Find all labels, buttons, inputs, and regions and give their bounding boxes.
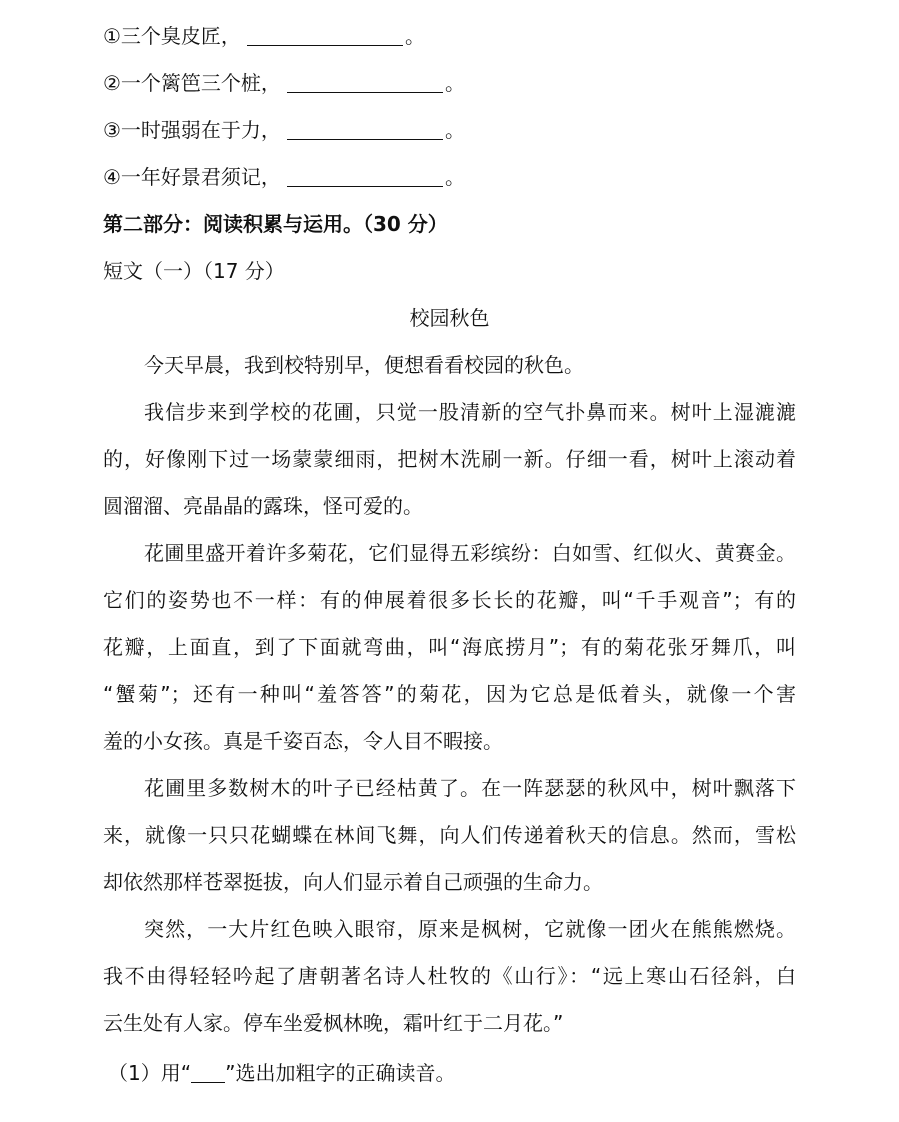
paragraph-line: 却依然那样苍翠挺拔，向人们显示着自己顽强的生命力。 — [103, 870, 603, 894]
fill-in-item-1 — [103, 23, 803, 49]
passage-label: 短文（一）（17 分） — [103, 259, 285, 283]
paragraph-line: 我不由得轻轻吟起了唐朝著名诗人杜牧的《山行》：“远上寒山石径斜，白 — [103, 964, 796, 988]
fill-in-suffix: 。 — [444, 118, 465, 142]
answer-blank[interactable] — [287, 166, 443, 187]
fill-in-prefix: ③一时强弱在于力， — [103, 118, 281, 142]
paragraph-line: 花瓣，上面直，到了下面就弯曲，叫“海底捞月”；有的菊花张牙舞爪，叫 — [103, 635, 796, 659]
paragraph-line: 羞的小女孩。真是千姿百态，令人目不暇接。 — [103, 729, 503, 753]
passage-title: 校园秋色 — [409, 306, 490, 330]
question-suffix: ”选出加粗字的正确读音。 — [225, 1061, 456, 1085]
answer-blank[interactable] — [247, 25, 403, 46]
fill-in-item-2 — [103, 70, 803, 96]
fill-in-prefix: ④一年好景君须记， — [103, 165, 281, 189]
fill-in-prefix: ①三个臭皮匠， — [103, 24, 241, 48]
fill-in-suffix: 。 — [444, 71, 465, 95]
paragraph-line: 来，就像一只只花蝴蝶在林间飞舞，向人们传递着秋天的信息。然而，雪松 — [103, 823, 796, 847]
paragraph-line: 它们的姿势也不一样：有的伸展着很多长长的花瓣，叫“千手观音”；有的 — [103, 588, 796, 612]
paragraph-line: 突然，一大片红色映入眼帘，原来是枫树，它就像一团火在熊熊燃烧。 — [144, 917, 796, 941]
section-heading: 第二部分：阅读积累与运用。（30 分） — [103, 212, 448, 236]
answer-blank[interactable] — [287, 72, 443, 93]
question-1 — [108, 1060, 808, 1086]
paragraph-line: 圆溜溜、亮晶晶的露珠，怪可爱的。 — [103, 494, 423, 518]
paragraph-line: 花圃里盛开着许多菊花，它们显得五彩缤纷：白如雪、红似火、黄赛金。 — [144, 541, 796, 565]
paragraph-line: 今天早晨，我到校特别早，便想看看校园的秋色。 — [144, 353, 584, 377]
paragraph-line: 的，好像刚下过一场蒙蒙细雨，把树木洗刷一新。仔细一看，树叶上滚动着 — [103, 447, 796, 471]
fill-in-prefix: ②一个篱笆三个桩， — [103, 71, 281, 95]
fill-in-item-3 — [103, 117, 803, 143]
paragraph-line: “蟹菊”；还有一种叫“羞答答”的菊花，因为它总是低着头，就像一个害 — [103, 682, 796, 706]
fill-in-suffix: 。 — [404, 24, 425, 48]
fill-in-item-4 — [103, 164, 803, 190]
answer-blank[interactable] — [287, 119, 443, 140]
paragraph-line: 云生处有人家。停车坐爱枫林晚，霜叶红于二月花。” — [103, 1011, 564, 1035]
paragraph-line: 花圃里多数树木的叶子已经枯黄了。在一阵瑟瑟的秋风中，树叶飘落下 — [144, 776, 796, 800]
fill-in-suffix: 。 — [444, 165, 465, 189]
question-prefix: （1）用“ — [108, 1061, 192, 1085]
question-blank[interactable] — [191, 1062, 225, 1083]
paragraph-line: 我信步来到学校的花圃，只觉一股清新的空气扑鼻而来。树叶上湿漉漉 — [144, 400, 796, 424]
